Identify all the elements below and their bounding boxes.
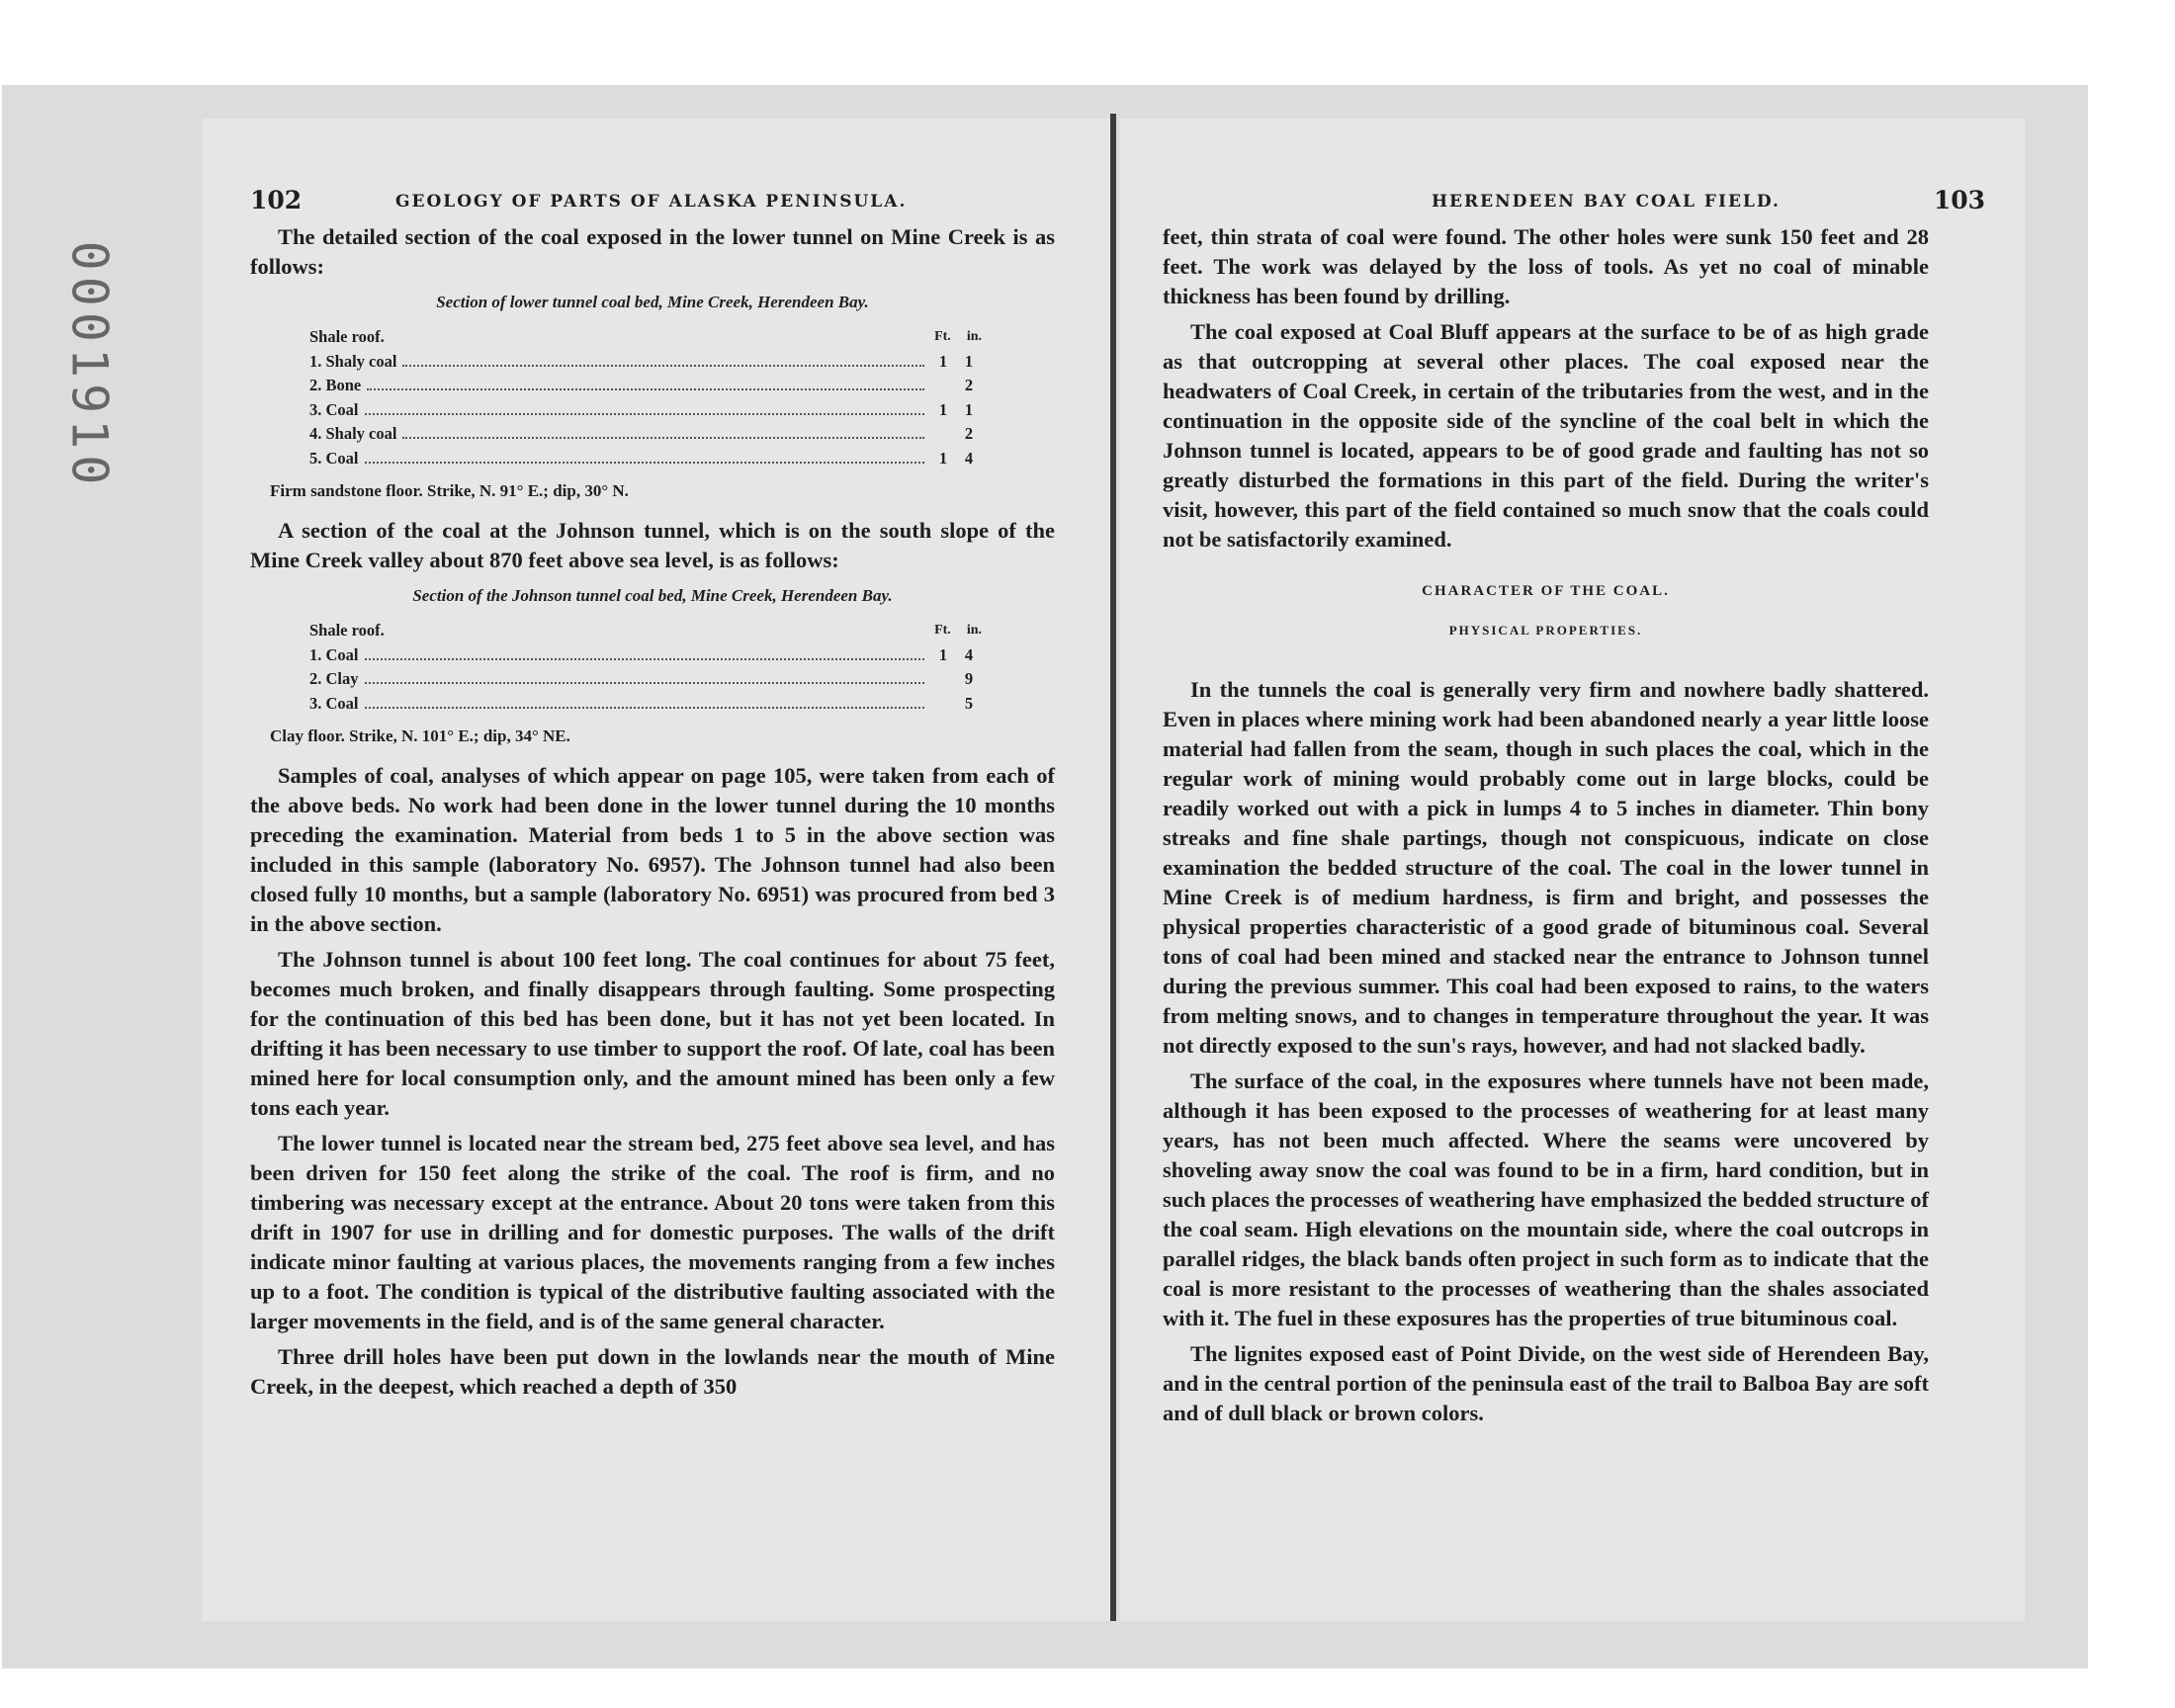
table-row: 5. Coal 1 4 [309, 448, 974, 468]
floor-note: Clay floor. Strike, N. 101° E.; dip, 34° NE. [270, 726, 570, 745]
roof-label: Shale roof. [309, 621, 385, 640]
left-page [203, 119, 1110, 1621]
page-number: 103 [1933, 186, 1985, 214]
subsection-heading: PHYSICAL PROPERTIES. [1448, 623, 1643, 638]
table-row: 4. Shaly coal 2 [309, 424, 974, 443]
section-caption: Section of the Johnson tunnel coal bed, Mine Creek, Herendeen Bay. [412, 586, 893, 605]
paragraph: The detailed section of the coal exposed in the lower tunnel on Mine Creek is as follows: [250, 224, 1055, 279]
col-in: in. [966, 623, 982, 638]
floor-note: Firm sandstone floor. Strike, N. 91° E.; dip, 30° N. [270, 481, 629, 500]
running-head: GEOLOGY OF PARTS OF ALASKA PENINSULA. [395, 192, 908, 212]
section-table-johnson-tunnel [309, 619, 982, 716]
table-row: 1. Shaly coal 1 1 [309, 351, 974, 371]
running-head: HERENDEEN BAY COAL FIELD. [1432, 192, 1781, 212]
paragraph: feet, thin strata of coal were found. The other holes were sunk 150 feet and 28 feet. The work was delayed by the loss of tools. As yet no coal of minable thickness has been found by drilling. [1163, 224, 1929, 308]
paragraph: The lower tunnel is located near the stream bed, 275 feet above sea level, and has been driven for 150 feet along the strike of the coal. The roof is firm, and no timbering was necessary except at the entrance. About 20 tons were taken from this drift in 1907 for use in drilling and for domestic purposes. The walls of the drift indicate minor faulting at various places, the movements ranging from a few inches up to a foot. The condition is typical of the distributive faulting associated with the larger movements in the field, and is of the same general character. [250, 1131, 1055, 1333]
paragraph: A section of the coal at the Johnson tunnel, which is on the south slope of the Mine Creek valley about 870 feet above sea level, is as follows: [250, 518, 1055, 572]
left-page-text [250, 222, 1055, 1408]
table-row: 2. Bone 2 [309, 376, 974, 394]
col-ft: Ft. [934, 329, 951, 344]
col-in: in. [966, 329, 982, 344]
col-ft: Ft. [934, 623, 951, 638]
right-page-text [1163, 222, 1929, 1434]
paragraph: The coal exposed at Coal Bluff appears at the surface to be of as high grade as that outcropping at several other places. The coal exposed near the headwaters of Coal Creek, in certain of the tributaries from the west, and in the continuation in the opposite side of the syncline of the coal belt in which the Johnson tunnel is located, appears to be of good grade and faulting has not so greatly disturbed the formations in this part of the field. During the writer's visit, however, this part of the field contained so much snow that the coals could not be satisfactorily examined. [1163, 319, 1929, 552]
section-table-lower-tunnel [309, 325, 982, 470]
book-spine [1110, 114, 1116, 1621]
table-row: 1. Coal 1 4 [309, 644, 974, 664]
paragraph: Samples of coal, analyses of which appear on page 105, were taken from each of the above beds. No work had been done in the lower tunnel during the 10 months preceding the examination. Material from beds 1 to 5 in the above section was included in this sample (laboratory No. 6957). The Johnson tunnel had also been closed fully 10 months, but a sample (laboratory No. 6951) was procured from bed 3 in the above section. [250, 763, 1055, 936]
table-row: 3. Coal 5 [309, 693, 974, 713]
paragraph: In the tunnels the coal is generally very firm and nowhere badly shattered. Even in places where mining work had been abandoned nearly a year little loose material had fallen from the seam, though in such places the coal, which in the regular work of mining would probably come out in large blocks, could be readily worked out with a pick in lumps 4 to 5 inches in diameter. Thin bony streaks and fine shale partings, though not conspicuous, indicate on close examination the bedded structure of the coal. The coal in the lower tunnel in Mine Creek is of medium hardness, is firm and bright, and possesses the physical properties characteristic of a good grade of bituminous coal. Several tons of coal had been mined and stacked near the entrance to Johnson tunnel during the previous summer. This coal had been exposed to rains, to the waters from melting snows, and to changes in temperature throughout the year. It was not directly exposed to the sun's rays, however, and had not slacked badly. [1163, 677, 1929, 1058]
left-page-header [203, 186, 1110, 225]
frame-id-stamp: 0001910 [60, 240, 118, 491]
table-row: 2. Clay 9 [309, 669, 974, 688]
roof-label: Shale roof. [309, 327, 385, 346]
right-page [1120, 119, 2025, 1621]
right-page-header [1120, 186, 2025, 225]
table-row: 3. Coal 1 1 [309, 399, 974, 419]
section-caption: Section of lower tunnel coal bed, Mine Creek, Herendeen Bay. [436, 293, 869, 311]
section-heading: CHARACTER OF THE COAL. [1422, 583, 1670, 599]
paragraph: The surface of the coal, in the exposures where tunnels have not been made, although it has been exposed to the processes of weathering for at least many years, has not been much affected. Where the seams were uncovered by shoveling away snow the coal was found to be in a firm, hard condition, but in such places the processes of weathering have emphasized the bedded structure of the coal seam. High elevations on the mountain side, where the coal outcrops in parallel ridges, the black bands often project in such form as to indicate that the coal is more resistant to the processes of weathering than the shales associated with it. The fuel in these exposures has the properties of true bituminous coal. [1163, 1068, 1929, 1330]
paragraph: The Johnson tunnel is about 100 feet long. The coal continues for about 75 feet, becomes much broken, and finally disappears through faulting. Some prospecting for the continuation of this bed has been done, but it has not yet been located. In drifting it has been necessary to use timber to support the roof. Of late, coal has been mined here for local consumption only, and the amount mined has been only a few tons each year. [250, 947, 1055, 1120]
paragraph: Three drill holes have been put down in the lowlands near the mouth of Mine Creek, in the deepest, which reached a depth of 350 [250, 1344, 1055, 1399]
page-number: 102 [250, 186, 303, 214]
paragraph: The lignites exposed east of Point Divide, on the west side of Herendeen Bay, and in the central portion of the peninsula east of the trail to Balboa Bay are soft and of dull black or brown colors. [1163, 1341, 1929, 1425]
